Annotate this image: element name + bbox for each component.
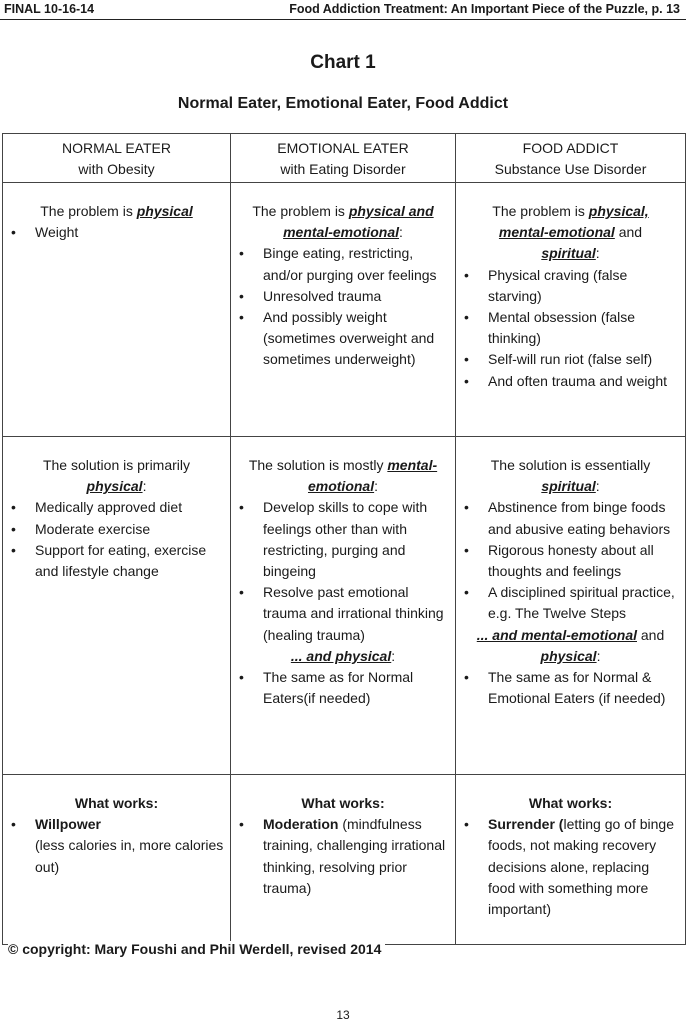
solution-statement <box>237 455 449 497</box>
page-header <box>0 0 686 20</box>
solution-colon: : <box>595 478 600 495</box>
header-cell-emotional-eater <box>231 134 456 183</box>
solution-cell-emotional-eater <box>231 437 456 775</box>
list-item: • The same as for Normal & Emotional Eaters (if needed) <box>462 667 679 709</box>
solution-cell-normal-eater <box>3 437 231 775</box>
problem-emphasis-2: mental-emotional <box>283 224 399 241</box>
works-item-bold: Willpower <box>35 816 101 833</box>
problem-cell-emotional-eater <box>231 183 456 437</box>
problem-colon: : <box>399 224 403 241</box>
works-label: What works: <box>74 795 159 811</box>
solution-row <box>3 437 686 775</box>
column-heading: EMOTIONAL EATER <box>277 140 409 156</box>
list-item: • Unresolved trauma <box>237 286 449 307</box>
header-cell-normal-eater <box>3 134 231 183</box>
column-subheading: with Eating Disorder <box>280 161 406 178</box>
works-cell-emotional-eater <box>231 775 456 945</box>
problem-bullet-list <box>462 265 679 392</box>
problem-cell-normal-eater <box>3 183 231 437</box>
list-item: • Weight <box>9 222 224 243</box>
works-item-rest: (mindfulness training, challenging irrational thinking, resolving prior trauma) <box>263 816 446 896</box>
copyright-notice: © copyright: Mary Foushi and Phil Werdell, revised 2014 <box>8 941 385 957</box>
column-subheading: with Obesity <box>78 161 155 178</box>
list-item: • Mental obsession (false thinking) <box>462 307 679 349</box>
list-item: • A disciplined spiritual practice, e.g. The Twelve Steps <box>462 582 679 624</box>
problem-intro: The problem is <box>40 203 137 219</box>
column-heading: NORMAL EATER <box>62 140 171 156</box>
list-item: • Develop skills to cope with feelings other than with restricting, purging and bingeing <box>237 497 449 582</box>
works-cell-food-addict <box>456 775 686 945</box>
problem-intro: The problem is <box>492 203 589 219</box>
list-item: • Resolve past emotional trauma and irrational thinking (healing trauma) <box>237 582 449 646</box>
solution-also-2: physical <box>540 647 597 664</box>
list-item <box>9 814 224 878</box>
works-item-rest: letting go of binge foods, not making recovery decisions alone, replacing food with something more important) <box>488 816 674 918</box>
chart-title: Chart 1 <box>310 52 376 73</box>
problem-emphasis: physical, <box>588 203 649 219</box>
what-works-row <box>3 775 686 945</box>
header-draft-label: FINAL 10-16-14 <box>4 2 95 16</box>
problem-emphasis: physical <box>136 203 193 219</box>
solution-also-and: and <box>637 626 665 643</box>
solution-intro: The solution is mostly <box>248 457 388 473</box>
solution-also-colon: : <box>596 647 601 664</box>
solution-bullet-list <box>237 497 449 645</box>
list-item: • And possibly weight (sometimes overweight and sometimes underweight) <box>237 307 449 371</box>
solution-colon: : <box>374 478 378 495</box>
works-bullet-list <box>237 814 449 899</box>
solution-also: ... and mental-emotional <box>476 626 637 643</box>
solution-emphasis: physical <box>86 478 143 495</box>
works-bullet-list <box>462 814 679 920</box>
list-item: • Self-will run riot (false self) <box>462 349 679 370</box>
list-item: • Rigorous honesty about all thoughts and feelings <box>462 540 679 582</box>
solution-also-statement <box>237 646 449 667</box>
list-item <box>237 814 449 899</box>
problem-statement <box>462 201 679 265</box>
list-item: • Moderate exercise <box>9 519 224 540</box>
solution-emphasis: spiritual <box>541 478 596 495</box>
solution-colon: : <box>142 478 147 495</box>
list-item: • Binge eating, restricting, and/or purging over feelings <box>237 243 449 285</box>
problem-emphasis-2: mental-emotional <box>498 224 615 241</box>
problem-colon: : <box>595 245 600 262</box>
solution-bullet-list <box>9 497 224 582</box>
column-heading: FOOD ADDICT <box>522 140 619 156</box>
solution-bullet-list-2 <box>462 667 679 709</box>
problem-statement <box>9 201 224 222</box>
table-header-row <box>3 134 686 183</box>
comparison-table <box>2 133 686 945</box>
works-item-bold: Surrender ( <box>488 816 564 833</box>
solution-bullet-list <box>462 497 679 624</box>
list-item <box>462 814 679 920</box>
works-cell-normal-eater <box>3 775 231 945</box>
works-item-bold: Moderation <box>263 816 339 833</box>
works-label: What works: <box>301 795 385 811</box>
problem-and: and <box>614 224 643 241</box>
list-item: • Abstinence from binge foods and abusive eating behaviors <box>462 497 679 539</box>
solution-bullet-list-2 <box>237 667 449 709</box>
solution-also-colon: : <box>391 647 396 664</box>
works-label: What works: <box>528 795 613 811</box>
problem-bullet-list <box>9 222 224 243</box>
problem-bullet-list <box>237 243 449 370</box>
problem-cell-food-addict <box>456 183 686 437</box>
list-item: • The same as for Normal Eaters(if needed) <box>237 667 449 709</box>
problem-row <box>3 183 686 437</box>
chart-subtitle: Normal Eater, Emotional Eater, Food Addict <box>177 95 509 112</box>
solution-emphasis: mental- <box>387 457 438 473</box>
problem-intro: The problem is <box>252 203 349 219</box>
header-cell-food-addict <box>456 134 686 183</box>
list-item: • Support for eating, exercise and lifestyle change <box>9 540 224 582</box>
solution-statement <box>462 455 679 497</box>
list-item: • And often trauma and weight <box>462 371 679 392</box>
page-number: 13 <box>336 1008 350 1022</box>
solution-also-statement <box>462 625 679 667</box>
list-item: • Physical craving (false starving) <box>462 265 679 307</box>
solution-intro: The solution is primarily <box>42 457 191 473</box>
solution-intro: The solution is essentially <box>490 457 651 473</box>
works-item-rest: (less calories in, more calories out) <box>35 837 224 875</box>
problem-statement <box>237 201 449 243</box>
solution-also: ... and physical <box>290 647 392 664</box>
solution-cell-food-addict <box>456 437 686 775</box>
solution-emphasis-2: emotional <box>307 478 375 495</box>
list-item: • Medically approved diet <box>9 497 224 518</box>
works-bullet-list <box>9 814 224 878</box>
column-subheading: Substance Use Disorder <box>494 161 647 178</box>
problem-emphasis: physical and <box>348 203 434 219</box>
header-running-title: Food Addiction Treatment: An Important Piece of the Puzzle, p. 13 <box>289 2 680 16</box>
problem-emphasis-3: spiritual <box>541 245 596 262</box>
solution-statement <box>9 455 224 497</box>
